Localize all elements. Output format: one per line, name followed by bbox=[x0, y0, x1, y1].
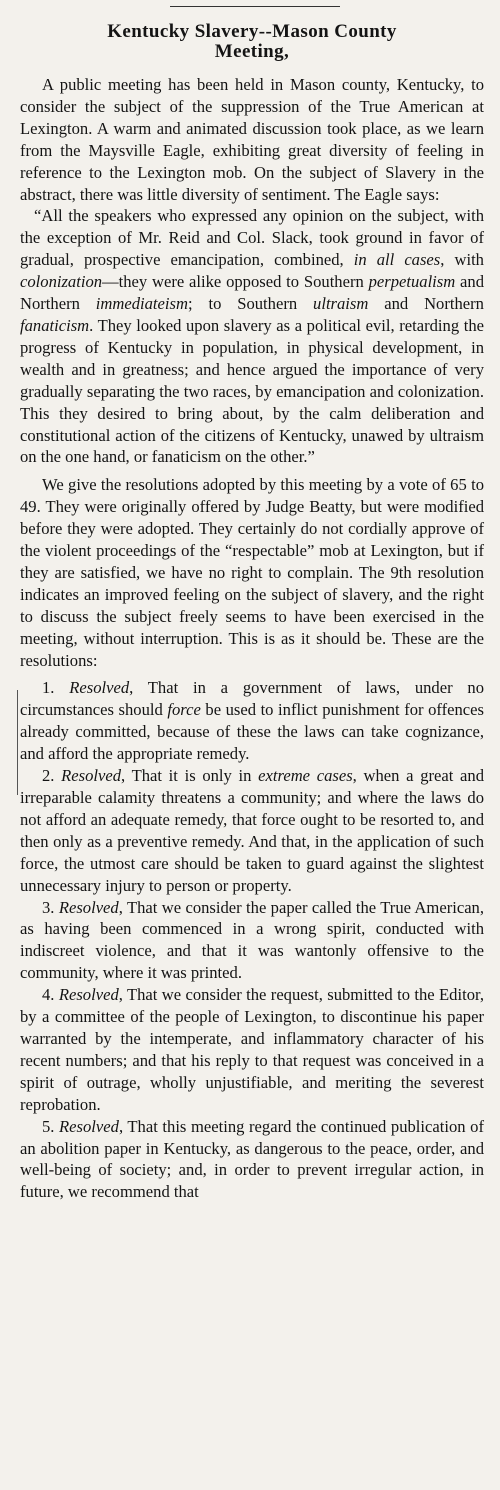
resolution-2: 2. Resolved, That it is only in extreme cases, when a great and irreparable calamity threatens a community; and where the laws do not afford an adequate remedy, that force ought to be resorted to, and then only as a preventive remedy. And that, in the application of such force, the utmost care should be taken to guard against the slightest unnecessary injury to person or property. bbox=[20, 766, 484, 895]
resolution-4: 4. Resolved, That we consider the request, submitted to the Editor, by a committee of the people of Lexington, to discontinue his paper warranted by the intemperate, and inflammatory character of his recent numbers; and that his reply to that request was conceived in a spirit of outrage, wholly unjustifiable, and meriting the severest reprobation. bbox=[20, 985, 485, 1114]
resolutions-list bbox=[20, 677, 484, 1203]
headline-line-1: Kentucky Slavery--Mason County bbox=[107, 21, 397, 42]
margin-rule bbox=[17, 690, 18, 795]
headline bbox=[20, 22, 484, 62]
resolution-1: 1. Resolved, That in a government of laws, under no circumstances should force be used to inflict punishment for offences already committed, because of these the laws can take cognizance, and afford the appropriate remedy. bbox=[20, 678, 484, 764]
intro-paragraph: A public meeting has been held in Mason county, Kentucky, to consider the subject of the suppression of the True American at Lexington. A warm and animated discussion took place, as we learn from the Maysville Eagle, exhibiting great diversity of feeling in reference to the Lexington mob. On the subject of Slavery in the abstract, there was little diversity of sentiment. The Eagle says: bbox=[20, 75, 484, 204]
quoted-passage: “All the speakers who expressed any opinion on the subject, with the exception of Mr. Reid and Col. Slack, took ground in favor of gradual, prospective emancipation, combined, in all cases, with colonization—they were alike opposed to Southern perpetualism and Northern immediateism; to Southern ultraism and Northern fanaticism. They looked upon slavery as a political evil, retarding the progress of Kentucky in population, in physical development, in wealth and in greatness; and hence argued the importance of very gradually separating the two races, by emancipation and colonization. This they desired to bring about, by the calm deliberation and constitutional action of the citizens of Kentucky, unawed by ultraism on the one hand, or fanaticism on the other.” bbox=[20, 206, 484, 467]
top-rule bbox=[170, 6, 340, 7]
resolution-5: 5. Resolved, That this meeting regard the continued publication of an abolition paper in Kentucky, as dangerous to the peace, order, and well-being of society; and, in order to prevent irregular action, in future, we recommend that bbox=[20, 1116, 484, 1202]
commentary-paragraph: We give the resolutions adopted by this meeting by a vote of 65 to 49. They were originally offered by Judge Beatty, but were modified before they were adopted. They certainly do not cordially approve of the violent proceedings of the “respectable” mob at Lexington, but if they are satisfied, we have no right to complain. The 9th resolution indicates an improved feeling on the subject of slavery, and the right to discuss the subject freely seems to have been exercised in the meeting, without interruption. This is as it should be. These are the resolutions: bbox=[20, 475, 484, 670]
resolution-3: 3. Resolved, That we consider the paper called the True American, as having been commenced in a wrong spirit, conducted with indiscreet violence, and that it was wantonly offensive to the community, where it was printed. bbox=[20, 897, 485, 983]
headline-line-2: Meeting, bbox=[214, 41, 290, 62]
